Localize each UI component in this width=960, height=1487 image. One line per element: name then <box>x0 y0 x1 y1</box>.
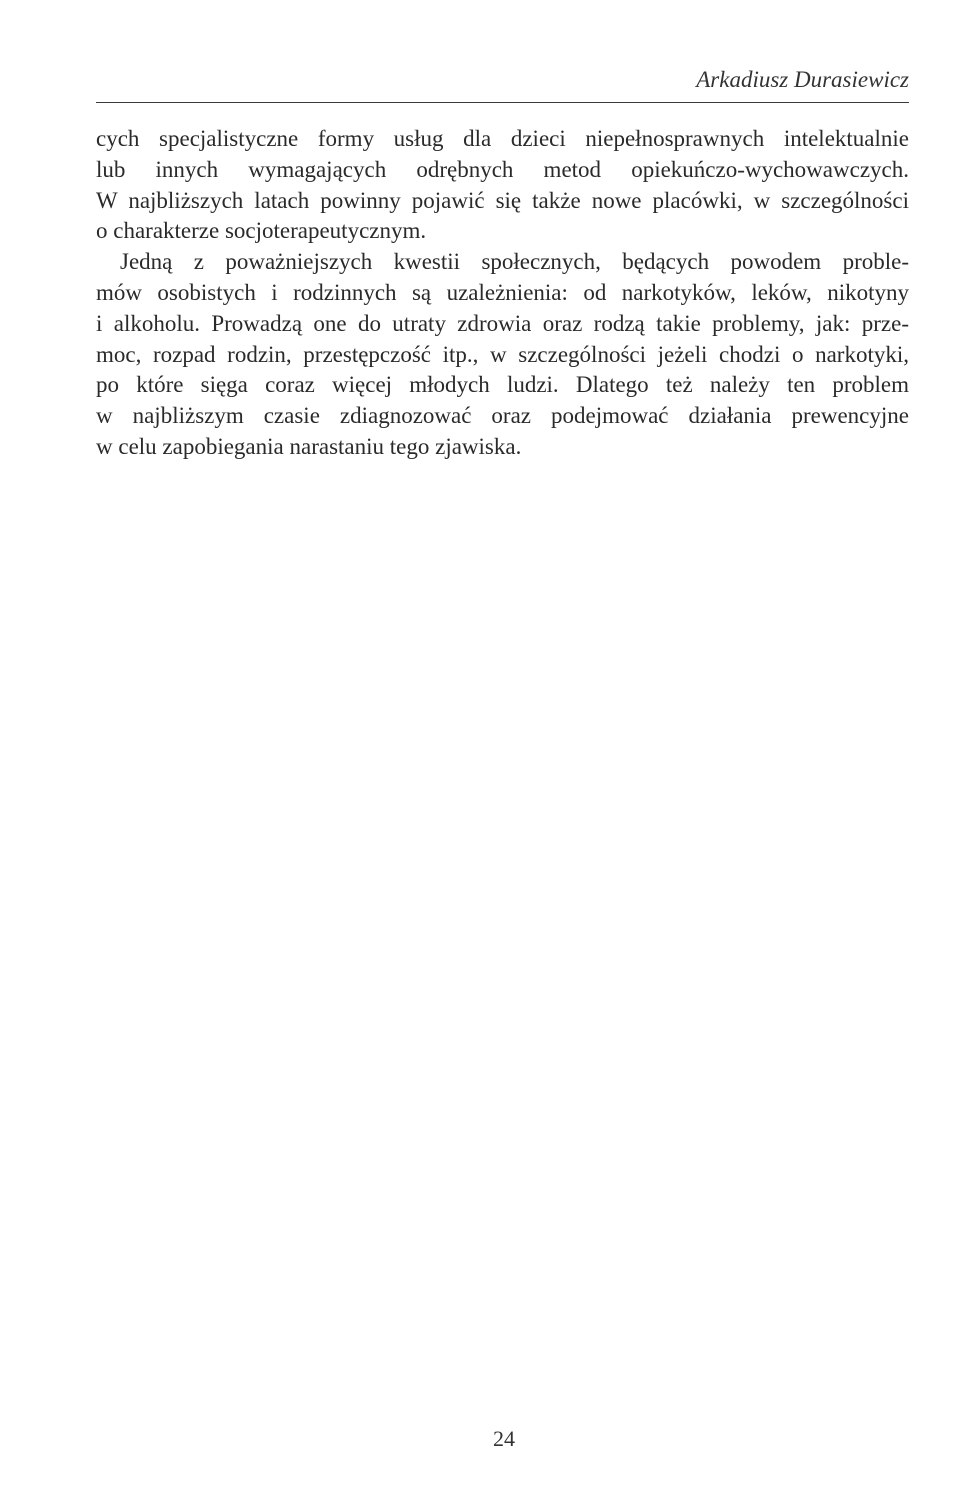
page-number: 24 <box>493 1426 515 1451</box>
text-line: w najbliższym czasie zdiagnozować oraz podejmować działania prewencyjne <box>96 403 909 429</box>
text-line: moc, rozpad rodzin, przestępczość itp., w szczególności jeżeli chodzi o narkotyki, <box>96 341 909 367</box>
text-line-paragraph-start: Jedną z poważniejszych kwestii społecznych, będących powodem proble- <box>120 249 909 275</box>
text-line: po które sięga coraz więcej młodych ludzi. Dlatego też należy ten problem <box>96 372 909 398</box>
running-head-author: Arkadiusz Durasiewicz <box>696 67 909 92</box>
text-line: cych specjalistyczne formy usług dla dzieci niepełnosprawnych intelektualnie <box>96 126 909 151</box>
body-text <box>96 124 909 463</box>
text-line: mów osobistych i rodzinnych są uzależnienia: od narkotyków, leków, nikotyny <box>96 279 909 305</box>
text-line: w celu zapobiegania narastaniu tego zjawiska. <box>96 433 522 459</box>
text-line: i alkoholu. Prowadzą one do utraty zdrowia oraz rodzą takie problemy, jak: prze- <box>96 310 909 336</box>
text-line: W najbliższych latach powinny pojawić się także nowe placówki, w szczególności <box>96 187 909 213</box>
text-line: lub innych wymagających odrębnych metod opiekuńczo-wychowawczych. <box>96 156 909 182</box>
text-line: o charakterze socjoterapeutycznym. <box>96 218 427 244</box>
header-rule <box>96 102 909 103</box>
